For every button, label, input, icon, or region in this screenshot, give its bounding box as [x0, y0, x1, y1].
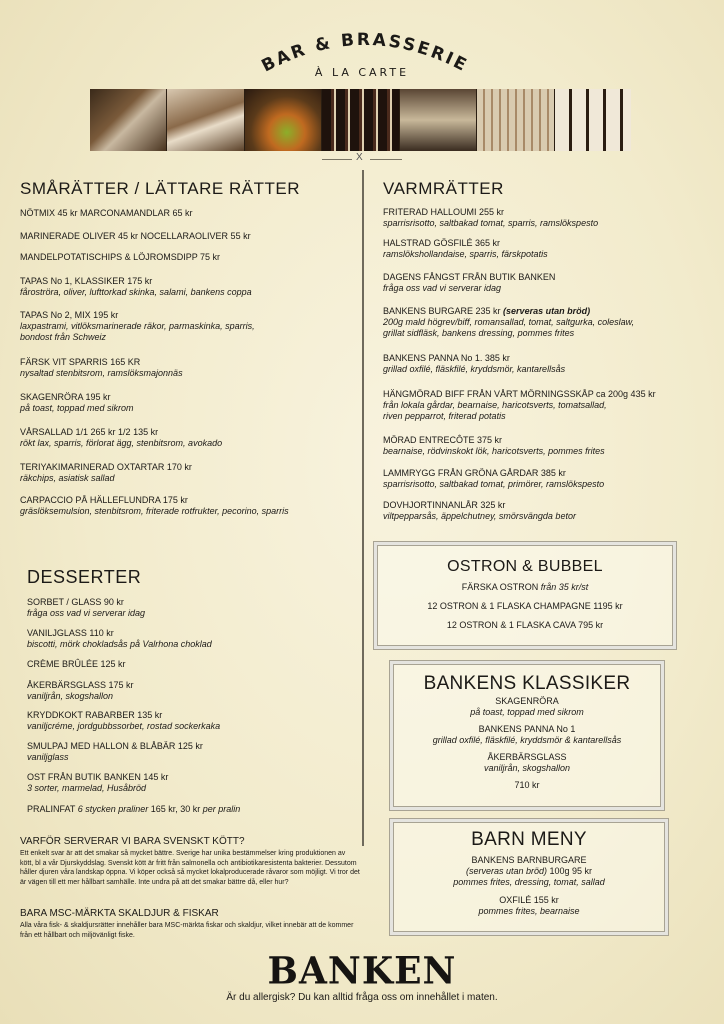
menu-item: CARPACCIO PÅ HÄLLEFLUNDRA 175 kr gräslöksemulsion, stenbitsrom, friterade rotfrukter, pecorino, sparris	[20, 495, 289, 516]
chef-photo	[90, 89, 167, 151]
menu-item: DAGENS FÅNGST FRÅN BUTIK BANKEN fråga oss vad vi serverar idag	[383, 272, 556, 293]
barn-box	[393, 822, 665, 932]
ostron-title: OSTRON & BUBBEL	[447, 558, 603, 575]
menu-item: MANDELPOTATISCHIPS & LÖJROMSDIPP 75 kr	[20, 252, 221, 262]
header-subtitle: À LA CARTE	[314, 66, 410, 79]
klassiker-line: grillad oxfilé, fläskfilé, kryddsmör & kantarellsås	[432, 735, 622, 745]
msc-info-text: Alla våra fisk- & skaldjursrätter innehåller bara MSC-märkta fiskar och skaldjur, vilket innebär att de kommer från ett hållbart och miljövänligt fiske.	[20, 922, 354, 939]
menu-item: ÅKERBÄRSGLASS 175 kr vaniljrån, skogshallon	[27, 680, 134, 701]
ostron-line-2: 12 OSTRON & 1 FLASKA CHAMPAGNE 1195 kr	[427, 601, 623, 611]
klassiker-line: vaniljrån, skogshallon	[483, 763, 571, 773]
menu-item: VANILJGLASS 110 kr biscotti, mörk chokladsås på Valrhona choklad	[27, 628, 212, 649]
menu-item: MÖRAD ENTRECÔTE 375 kr bearnaise, rödvinskokt lök, haricotsverts, pommes frites	[383, 435, 605, 456]
meat-info-title: VARFÖR SERVERAR VI BARA SVENSKT KÖTT?	[20, 836, 245, 847]
menu-item: MARINERADE OLIVER 45 kr NOCELLARAOLIVER 55 kr	[20, 231, 251, 241]
barn-line: BANKENS BARNBURGARE	[471, 855, 587, 865]
menu-item: HALSTRAD GÖSFILÉ 365 kr ramslökshollandaise, sparris, färskpotatis	[383, 238, 548, 259]
menu-item: KRYDDKOKT RABARBER 135 kr vaniljcréme, jordgubbssorbet, rostad sockerkaka	[27, 710, 221, 731]
klassiker-box	[393, 664, 661, 807]
klassiker-title: BANKENS KLASSIKER	[423, 673, 631, 694]
photo-strip	[90, 89, 631, 151]
barn-line: pommes frites, dressing, tomat, sallad	[453, 877, 605, 887]
klassiker-line: ÅKERBÄRSGLASS	[487, 752, 567, 762]
barn-line: (serveras utan bröd) 100g 95 kr	[465, 866, 593, 876]
klassiker-line: BANKENS PANNA No 1	[478, 724, 576, 734]
banken-logo: BANKEN	[267, 948, 457, 994]
meat-info-text: Ett enkelt svar är att det smakar så mycket bättre. Sverige har unika bestämmelser kring produktionen av kött, bl a vår Djurskyddslag. Svenskt kött är fritt från salmonella och antibiotikaresistenta bakterier. Dessutom håller djuren våra landskap öppna. Vi köper också så mycket lokalproducerade råvaror som möjligt. Vi tror det är vägen till ett mer hållbart samhälle. Inte undra på att det smakar bättre då, eller hur?	[20, 850, 360, 886]
barn-line: OXFILÉ 155 kr	[499, 895, 559, 905]
menu-item: SMULPAJ MED HALLON & BLÅBÄR 125 kr vaniljglass	[27, 741, 203, 762]
smaratter-title: SMÅRÄTTER / LÄTTARE RÄTTER	[20, 179, 300, 198]
menu-item: TAPAS No 2, MIX 195 kr laxpastrami, vitlöksmarinerade räkor, parmaskinka, sparris, bondost från Schweiz	[20, 310, 255, 342]
menu-item: OST FRÅN BUTIK BANKEN 145 kr 3 sorter, marmelad, Husåbröd	[27, 772, 169, 793]
header-rule-left	[322, 159, 352, 160]
desserter-title: DESSERTER	[27, 567, 142, 587]
ostron-box	[377, 545, 673, 646]
wine-labels-photo	[555, 89, 631, 151]
kitchen-photo	[400, 89, 477, 151]
klassiker-line: SKAGENRÖRA	[495, 696, 559, 706]
menu-item: DOVHJORTINNANLÅR 325 kr viltpepparsås, äppelchutney, smörsvängda betor	[383, 500, 576, 521]
varmratter-title: VARMRÄTTER	[383, 179, 504, 198]
menu-item: FRITERAD HALLOUMI 255 kr sparrisrisotto, saltbakad tomat, sparris, ramslökspesto	[383, 207, 599, 228]
header-divider-mark: X	[356, 152, 363, 163]
header-rule-right	[370, 159, 402, 160]
menu-item: TAPAS No 1, KLASSIKER 175 kr fåroströra, oliver, lufttorkad skinka, salami, bankens coppa	[20, 276, 252, 297]
menu-item: HÄNGMÖRAD BIFF FRÅN VÅRT MÖRNINGSSKÅP ca 200g 435 kr från lokala gårdar, bearnaise, haricotsverts, tomatsallad, riven pepparrot, friterad potatis	[383, 389, 656, 421]
klassiker-line: på toast, toppad med sikrom	[470, 707, 584, 717]
ostron-line-1: FÄRSKA OSTRON från 35 kr/st	[461, 582, 589, 592]
menu-item: CRÈME BRÛLÉE 125 kr	[27, 659, 126, 669]
wine-bottles-photo	[322, 89, 399, 151]
menu-item: LAMMRYGG FRÅN GRÖNA GÅRDAR 385 kr sparrisrisotto, saltbakad tomat, primörer, ramslökspesto	[383, 468, 605, 489]
salad-photo	[245, 89, 322, 151]
menu-item: BANKENS BURGARE 235 kr (serveras utan bröd) 200g mald högrev/biff, romansallad, tomat, saltgurka, coleslaw, grillat sidfläsk, bankens dressing, pommes frites	[383, 306, 635, 338]
header-title-text: BAR & BRASSERIE	[258, 29, 472, 77]
barn-line: pommes frites, bearnaise	[478, 906, 580, 916]
menu-item: VÅRSALLAD 1/1 265 kr 1/2 135 kr rökt lax, sparris, förlorat ägg, stenbitsrom, avokado	[20, 427, 223, 448]
cutlery-photo	[167, 89, 244, 151]
menu-item: BANKENS PANNA No 1. 385 kr grillad oxfilé, fläskfilé, kryddsmör, kantarellsås	[383, 353, 566, 374]
menu-item: PRALINFAT 6 stycken praliner 165 kr, 30 kr per pralin	[27, 804, 241, 814]
ostron-line-3: 12 OSTRON & 1 FLASKA CAVA 795 kr	[446, 620, 604, 630]
msc-info-title: BARA MSC-MÄRKTA SKALDJUR & FISKAR	[20, 908, 219, 919]
klassiker-price: 710 kr	[514, 780, 540, 790]
menu-item: SORBET / GLASS 90 kr fråga oss vad vi serverar idag	[27, 597, 146, 618]
menu-item: TERIYAKIMARINERAD OXTARTAR 170 kr räkchips, asiatisk sallad	[20, 462, 192, 483]
menu-item: FÄRSK VIT SPARRIS 165 KR nysaltad stenbitsrom, ramslöksmajonnäs	[20, 357, 183, 378]
column-divider	[362, 170, 364, 846]
menu-item: NÖTMIX 45 kr MARCONAMANDLAR 65 kr	[20, 208, 193, 218]
glasses-photo	[477, 89, 554, 151]
menu-item: SKAGENRÖRA 195 kr på toast, toppad med sikrom	[20, 392, 134, 413]
allergy-note: Är du allergisk? Du kan alltid fråga oss om innehållet i maten.	[226, 992, 498, 1003]
barn-title: BARN MENY	[471, 829, 587, 850]
